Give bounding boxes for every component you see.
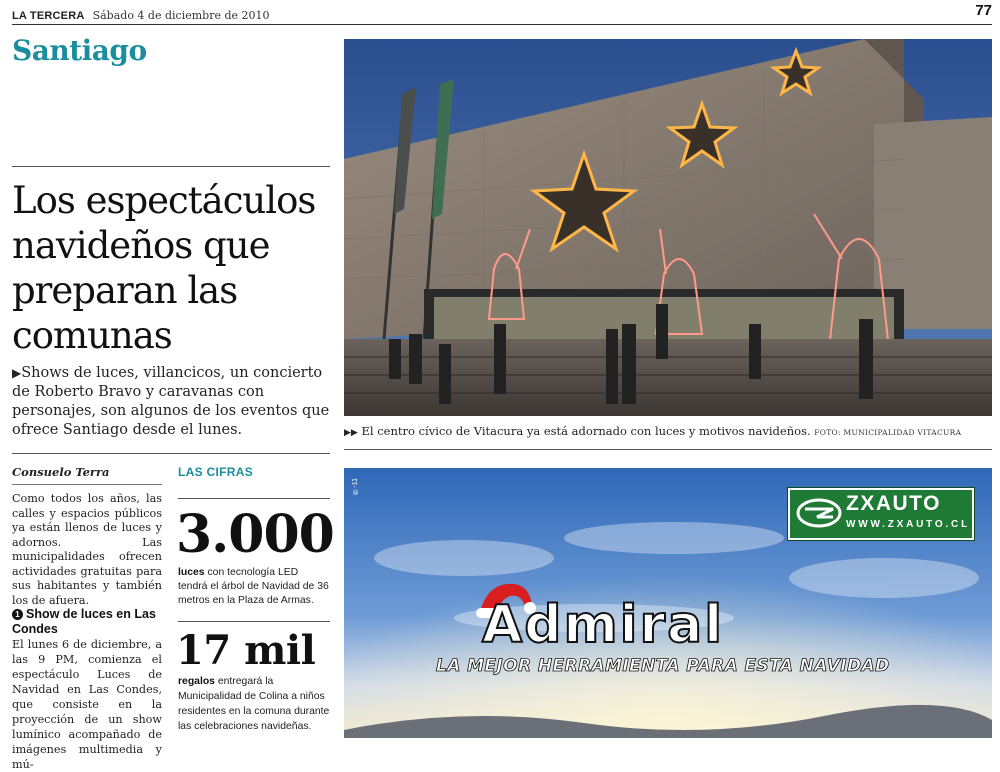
article-byline: Consuelo Terra: [12, 465, 110, 479]
headline-divider: [12, 166, 330, 167]
civic-center-photo-illustration: [344, 39, 992, 416]
ad-slogan: LA MEJOR HERRAMIENTA PARA ESTA NAVIDAD: [436, 656, 890, 676]
article-headline: Los espectáculos navideños que preparan las comunas: [12, 179, 316, 357]
cifra-figure-1: 3.000: [176, 504, 334, 565]
cifras-divider-2: [178, 621, 330, 622]
masthead: [12, 4, 992, 24]
zxauto-logo-box[interactable]: [788, 488, 974, 540]
zxauto-emblem-icon: [796, 498, 842, 528]
section-title: Santiago: [12, 34, 147, 67]
cifra-text-1: con tecnología LED tendrá el árbol de Navidad de 36 metros en la Plaza de Armas.: [178, 567, 329, 606]
page-number: 77: [975, 2, 992, 19]
byline-divider: [12, 484, 162, 485]
photo-credit: FOTO: MUNICIPALIDAD VITACURA: [814, 428, 962, 437]
lead-marker-icon: ▶: [12, 366, 22, 380]
subhead-number-badge: 1: [12, 609, 23, 620]
cifra-keyword-1: luces: [178, 567, 205, 578]
publication-date: Sábado 4 de diciembre de 2010: [92, 9, 270, 22]
article-subhead: [12, 607, 162, 637]
lead-divider: [12, 453, 330, 454]
cifra-caption-1: [178, 566, 330, 608]
cifra-keyword-2: regalos: [178, 676, 215, 687]
cifras-divider-1: [178, 498, 330, 499]
ad-brand-name: Admiral: [482, 595, 725, 655]
subhead-text: Show de luces en Las Condes: [12, 607, 156, 636]
caption-text: El centro cívico de Vitacura ya está adornado con luces y motivos navideños.: [361, 424, 811, 438]
photo-caption: [344, 424, 992, 438]
sponsor-website: WWW.ZXAUTO.CL: [846, 519, 970, 530]
cifra-caption-2: [178, 674, 330, 734]
article-body-intro: Como todos los años, las calles y espacios públicos ya están llenos de luces y adornos. Las municipalidades ofrecen actividades gratuitas para sus habitantes y también los de afuera.: [12, 492, 162, 607]
top-divider: [12, 24, 992, 25]
lead-text: Shows de luces, villancicos, un concierto de Roberto Bravo y caravanas con personajes, son algunos de los eventos que ofrece Santiago desde el lunes.: [12, 365, 330, 438]
cifra-text-2: entregará la Municipalidad de Colina a niños residentes en la comuna durante las celebraciones navideñas.: [178, 676, 330, 732]
newspaper-name: LA TERCERA: [12, 10, 85, 22]
sponsor-name: ZXAUTO: [846, 492, 941, 515]
advertisement[interactable]: [344, 468, 992, 738]
cifra-figure-2: 17 mil: [176, 627, 316, 674]
article-lead: [12, 364, 330, 440]
article-photo: [344, 39, 992, 416]
ad-side-tag: ®-11: [352, 478, 359, 495]
caption-divider: [344, 449, 992, 450]
caption-marker-icon: ▶▶: [344, 428, 358, 438]
article-body-continued: El lunes 6 de diciembre, a las 9 PM, comienza el espectáculo Luces de Navidad en Las Condes, que consiste en la proyección de un show lumínico acompañado de imágenes multimedia y mú-: [12, 638, 162, 771]
cifras-title: LAS CIFRAS: [178, 465, 253, 479]
